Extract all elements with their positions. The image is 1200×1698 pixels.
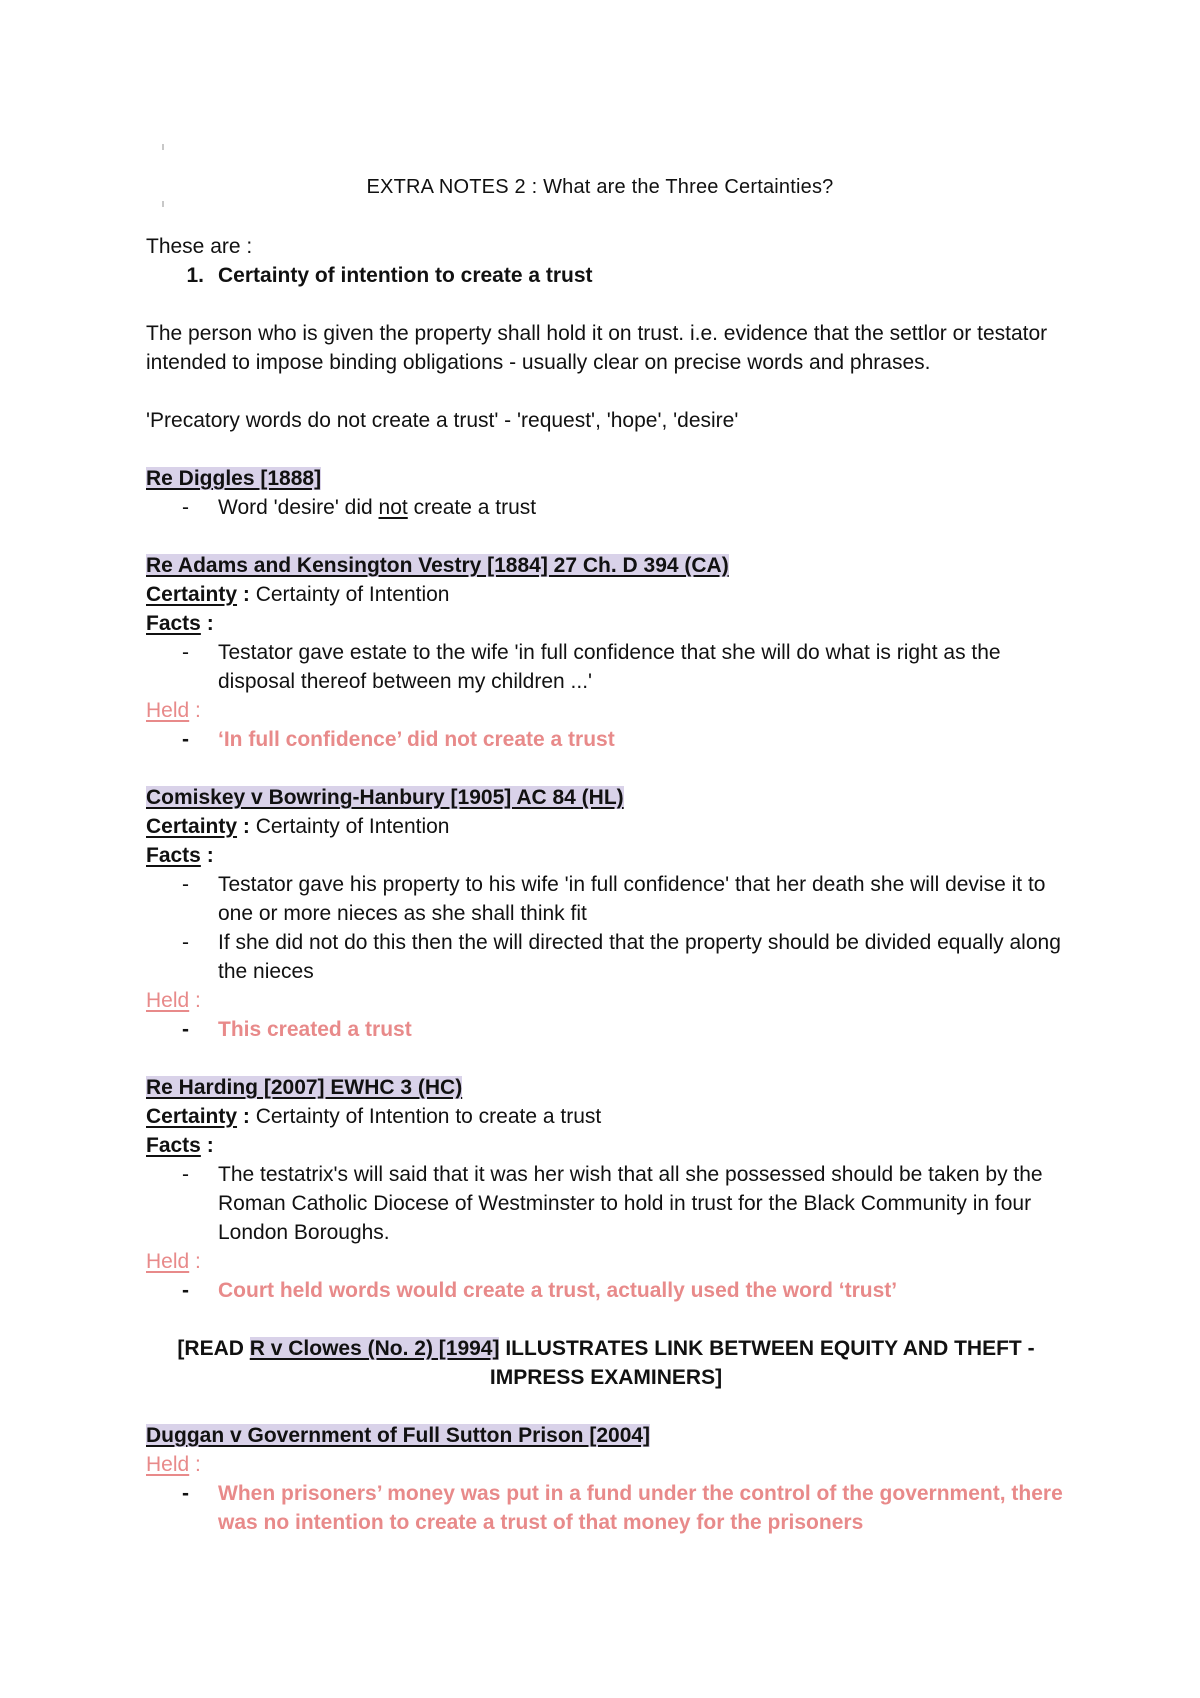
case-reference: R v Clowes (No. 2) [1994]	[249, 1337, 500, 1360]
numbered-list-item	[146, 261, 1066, 290]
facts-label: Facts :	[146, 844, 214, 867]
case-heading: Duggan v Government of Full Sutton Prison [2004]	[146, 1424, 651, 1447]
held-item: - This created a trust	[182, 1018, 412, 1041]
case-heading: Re Harding [2007] EWHC 3 (HC)	[146, 1076, 463, 1099]
held-item: - ‘In full confidence’ did not create a trust	[182, 728, 615, 751]
list-item: - Testator gave his property to his wife 'in full confidence' that her death she will devise it to one or more nieces as she shall think fit	[182, 873, 1046, 925]
case-heading: Comiskey v Bowring-Hanbury [1905] AC 84 (HL)	[146, 786, 624, 809]
held-label: Held :	[146, 1250, 201, 1273]
held-label: Held :	[146, 1453, 201, 1476]
held-item: - Court held words would create a trust, actually used the word ‘trust’	[182, 1279, 898, 1302]
held-label: Held :	[146, 989, 201, 1012]
held-label: Held :	[146, 699, 201, 722]
case-heading: Re Adams and Kensington Vestry [1884] 27 Ch. D 394 (CA)	[146, 554, 729, 577]
facts-label: Facts :	[146, 612, 214, 635]
underlined-word: not	[378, 496, 408, 519]
list-item-text: Certainty of intention to create a trust	[218, 264, 593, 287]
page-title: EXTRA NOTES 2 : What are the Three Certainties?	[366, 176, 834, 198]
list-item: - If she did not do this then the will directed that the property should be divided equally along the nieces	[182, 931, 1061, 983]
list-item: - Testator gave estate to the wife 'in full confidence that she will do what is right as the disposal thereof between my children ...'	[182, 641, 1001, 693]
document-body	[146, 232, 1066, 1537]
paragraph: The person who is given the property shall hold it on trust. i.e. evidence that the settlor or testator intended to impose binding obligations - usually clear on precise words and phrases.	[146, 322, 1048, 374]
certainty-line: Certainty : Certainty of Intention	[146, 815, 450, 838]
list-number: 1.	[186, 264, 204, 287]
list-item: - Word 'desire' did not create a trust	[146, 493, 1066, 522]
margin-mark	[162, 201, 164, 207]
margin-mark	[162, 144, 164, 150]
bullet-dash: -	[182, 496, 189, 519]
case-heading: Re Diggles [1888]	[146, 467, 322, 490]
certainty-line: Certainty : Certainty of Intention to create a trust	[146, 1105, 602, 1128]
certainty-line: Certainty : Certainty of Intention	[146, 583, 450, 606]
intro-text: These are :	[146, 235, 253, 258]
held-item: - When prisoners’ money was put in a fund under the control of the government, there was no intention to create a trust of that money for the prisoners	[182, 1482, 1063, 1534]
list-item: - The testatrix's will said that it was her wish that all she possessed should be taken by the Roman Catholic Diocese of Westminster to hold in trust for the Black Community in four London Boroughs.	[182, 1163, 1043, 1244]
facts-label: Facts :	[146, 1134, 214, 1157]
read-note: [READ R v Clowes (No. 2) [1994] ILLUSTRATES LINK BETWEEN EQUITY AND THEFT - IMPRESS EXAMINERS]	[177, 1337, 1035, 1389]
paragraph: 'Precatory words do not create a trust' - 'request', 'hope', 'desire'	[146, 409, 739, 432]
